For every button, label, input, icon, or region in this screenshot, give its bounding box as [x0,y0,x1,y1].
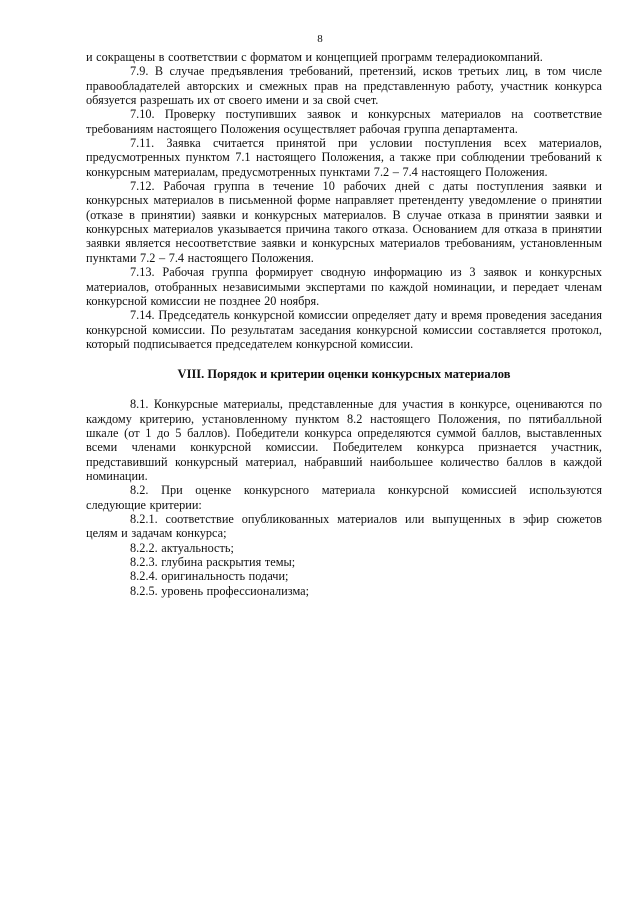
paragraph-8-2-2: 8.2.2. актуальность; [130,540,234,555]
paragraph-7-12: 7.12. Рабочая группа в течение 10 рабочих дней с даты поступления заявки и конкурсных материалов в письменной форме направляет претенденту уведомление о принятии (отказе в принятии) заявки и конкурсных материалов. В случае отказа в принятии заявки и конкурсных материалов указывается причина такого отказа. Основанием для отказа в принятии заявки является несоответствие заявки и конкурсных материалов требованиям, установленным пунктами 7.2 – 7.4 настоящего Положения. [86,179,602,265]
paragraph-8-1: 8.1. Конкурсные материалы, представленные для участия в конкурсе, оцениваются по каждому критерию, установленному пунктом 8.2 настоящего Положения, по пятибалльной шкале (от 1 до 5 баллов). Победители конкурса определяются суммой баллов, выставленных всеми членами конкурсной комиссии. Победителем конкурса признается участник, представивший конкурсный материал, набравший наибольшее количество баллов в каждой номинации. [86,397,602,483]
paragraph-7-14: 7.14. Председатель конкурсной комиссии определяет дату и время проведения заседания конкурсной комиссии. По результатам заседания конкурсной комиссии составляется протокол, который подписывается председателем конкурсной комиссии. [86,308,602,351]
document-body [86,50,602,598]
paragraph-8-2-4: 8.2.4. оригинальность подачи; [130,569,289,584]
page-number: 8 [317,33,323,45]
paragraph-7-10: 7.10. Проверку поступивших заявок и конкурсных материалов на соответствие требованиям настоящего Положения осуществляет рабочая группа департамента. [86,107,602,136]
paragraph-8-2: 8.2. При оценке конкурсного материала конкурсной комиссией используются следующие критерии: [86,483,602,512]
paragraph-7-13: 7.13. Рабочая группа формирует сводную информацию из 3 заявок и конкурсных материалов, отобранных независимыми экспертами по каждой номинации, и передает членам конкурсной комиссии не позднее 20 ноября. [86,265,602,308]
paragraph-8-2-5: 8.2.5. уровень профессионализма; [130,583,310,598]
section-heading: VIII. Порядок и критерии оценки конкурсных материалов [177,367,511,382]
paragraph-continuation: и сокращены в соответствии с форматом и концепцией программ телерадиокомпаний. [86,50,543,64]
paragraph-8-2-3: 8.2.3. глубина раскрытия темы; [130,555,296,569]
paragraph-7-9: 7.9. В случае предъявления требований, претензий, исков третьих лиц, в том числе правообладателей авторских и смежных прав на представленную работу, участник конкурса обязуется разрешать их от своего имени и за свой счет. [86,64,602,108]
paragraph-7-11: 7.11. Заявка считается принятой при условии поступления всех материалов, предусмотренных пунктом 7.1 настоящего Положения, а также при соблюдении требований к конкурсным материалам, предусмотренных пунктами 7.2 – 7.4 настоящего Положения. [86,136,602,179]
paragraph-8-2-1: 8.2.1. соответствие опубликованных материалов или выпущенных в эфир сюжетов целям и задачам конкурса; [86,511,602,541]
